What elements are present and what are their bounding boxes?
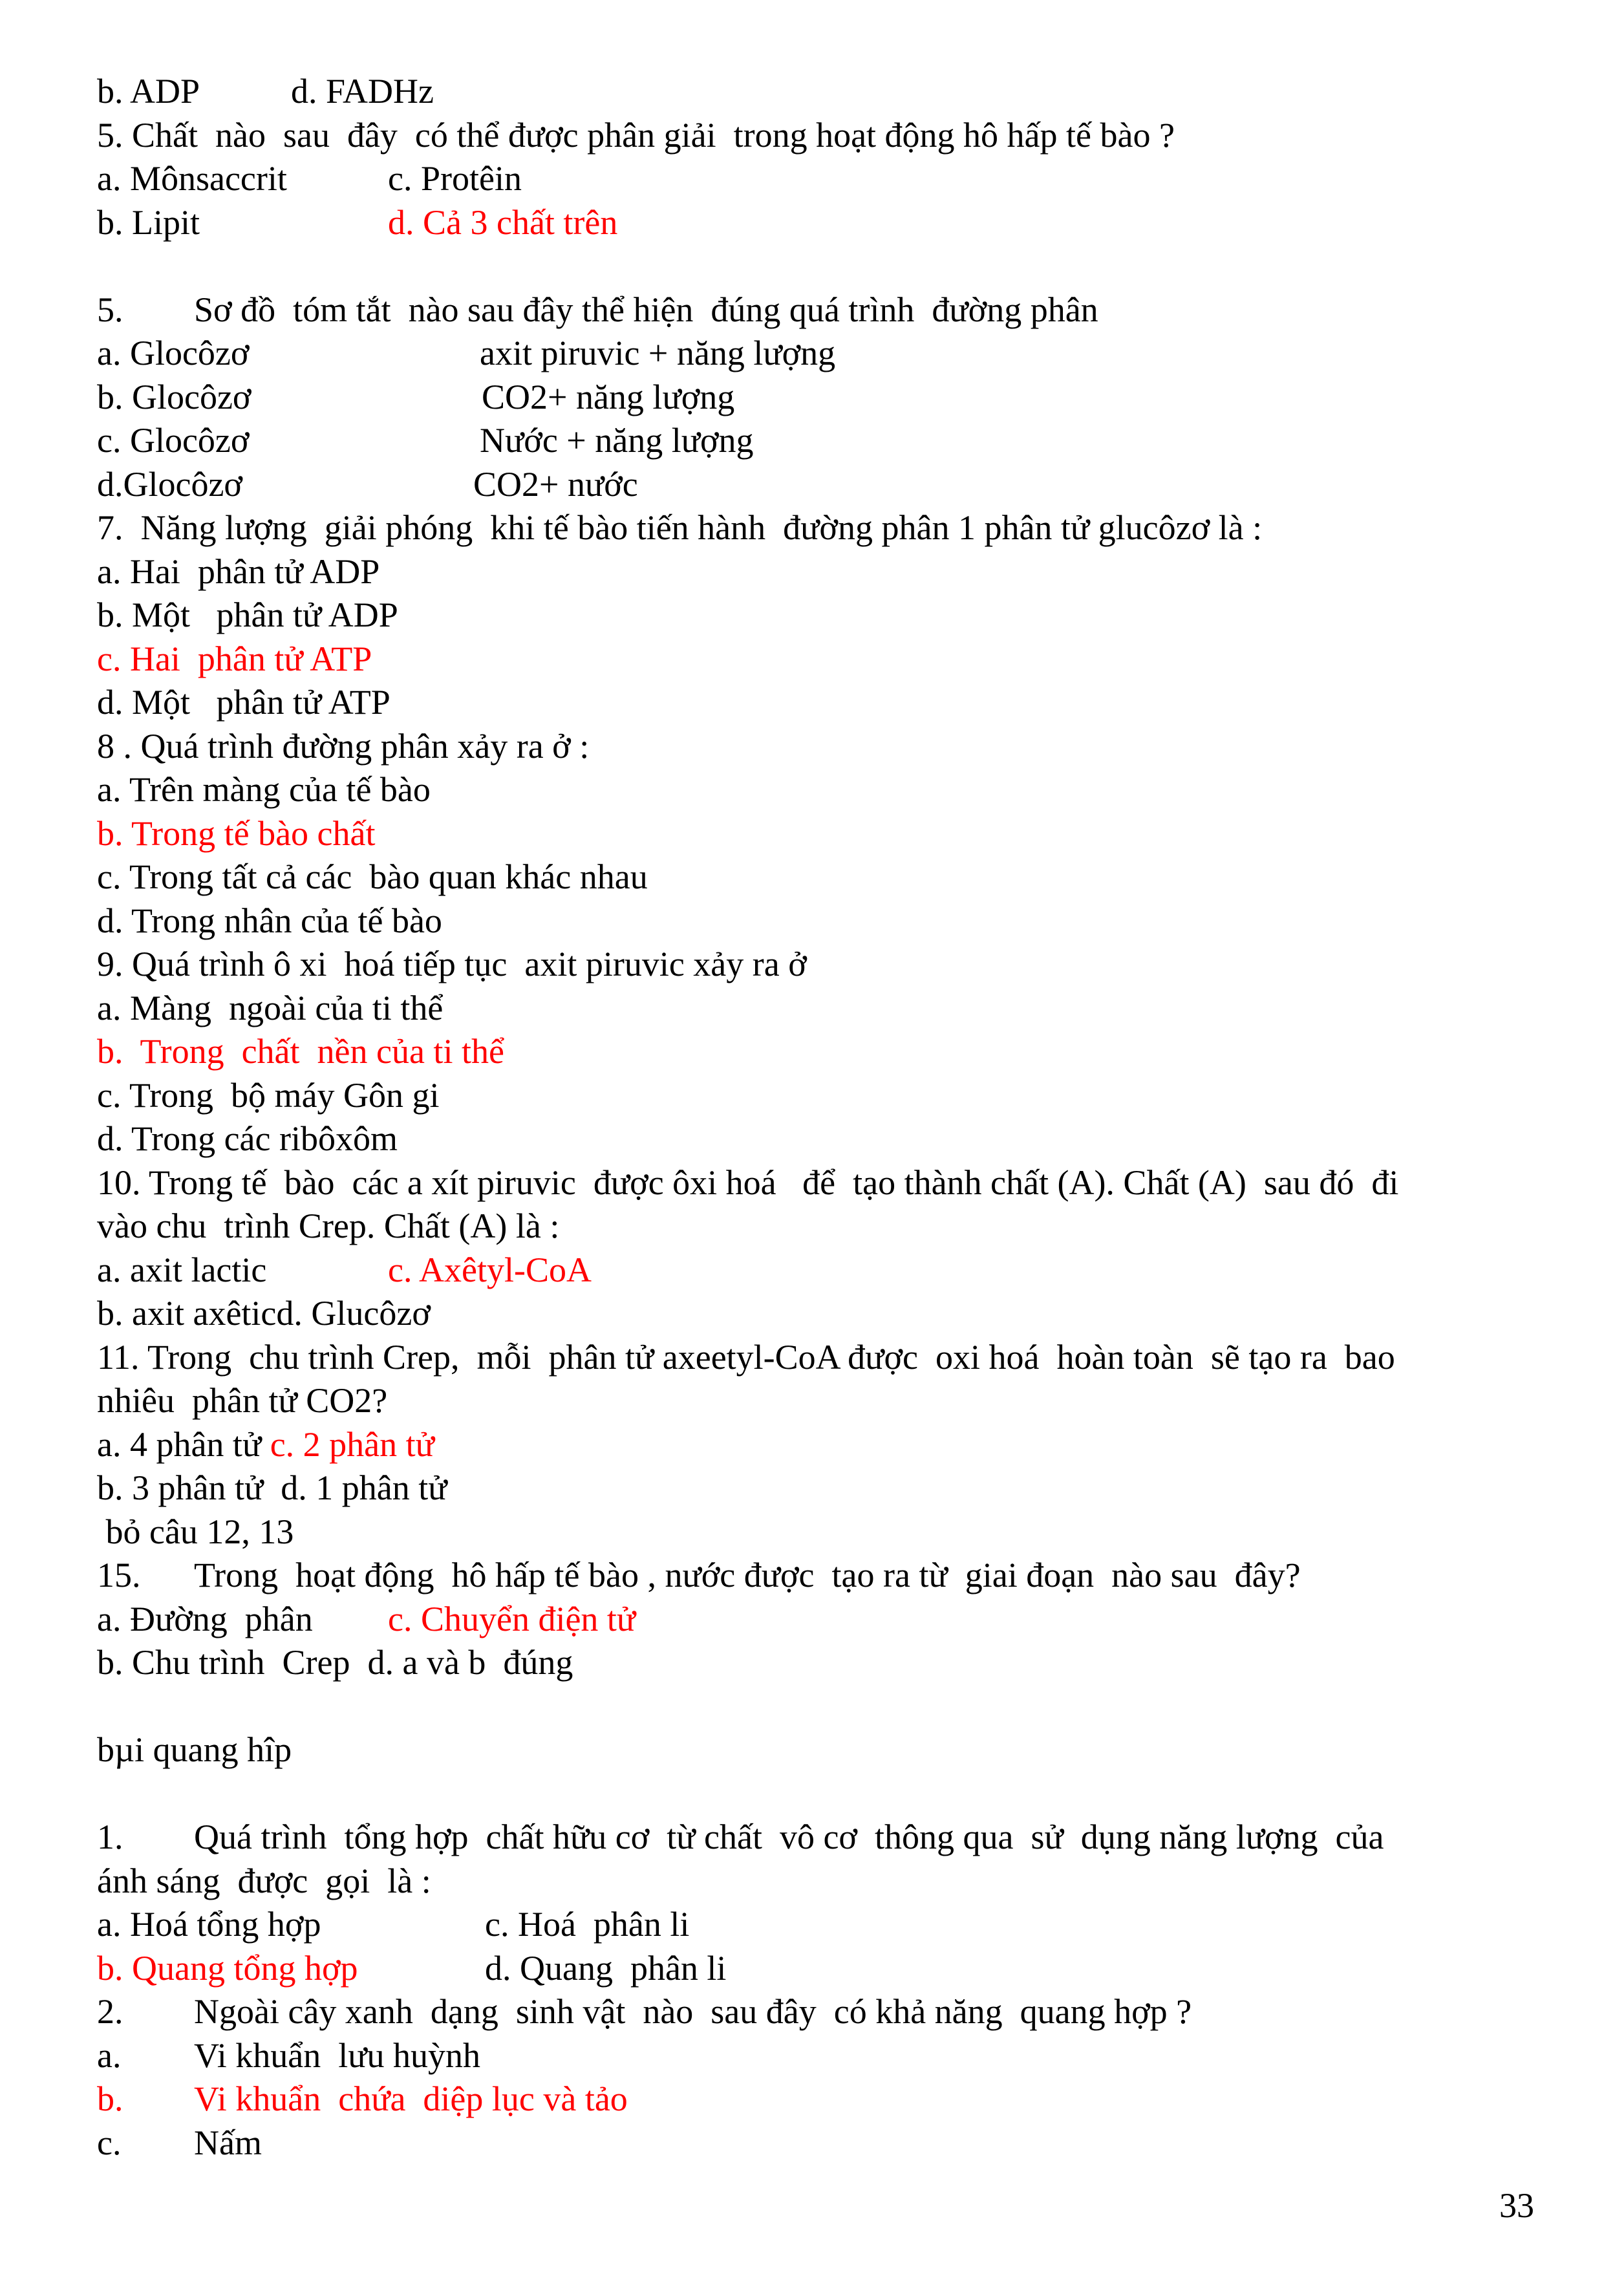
option-a-product: axit piruvic + năng lượng bbox=[480, 334, 836, 372]
option-c-answer: c. Axêtyl-CoA bbox=[388, 1250, 592, 1289]
question-number: 1. bbox=[97, 1818, 123, 1856]
option-d: d. Quang phân li bbox=[485, 1948, 727, 1988]
line-scheme-option-d bbox=[97, 463, 1539, 507]
question-5-respiration: 5. Chất nào sau đây có thể được phân giải trong hoạt động hô hấp tế bào ? bbox=[97, 115, 1175, 155]
option-b: b. Glocôzơ bbox=[97, 377, 251, 416]
line-q4-option-b-d bbox=[97, 70, 1539, 114]
q8-option-d: d. Trong nhân của tế bào bbox=[97, 901, 442, 940]
option-text: Vi khuẩn lưu huỳnh bbox=[194, 2035, 480, 2075]
line-q15-option-a-c bbox=[97, 1598, 1539, 1642]
line-scheme-option-b bbox=[97, 376, 1539, 420]
option-b: b. Lipit bbox=[97, 202, 200, 242]
question-11-line-2: nhiêu phân tử CO2? bbox=[97, 1381, 388, 1420]
line-q10-option-a-c bbox=[97, 1249, 1539, 1293]
option-c: c. Protêin bbox=[388, 159, 522, 198]
question-number: 2. bbox=[97, 1992, 123, 2031]
question-8: 8 . Quá trình đường phân xảy ra ở : bbox=[97, 726, 590, 766]
p2-option-b-answer bbox=[97, 2077, 1539, 2121]
question-5-glycolysis-scheme bbox=[97, 288, 1539, 332]
question-10-line-1: 10. Trong tế bào các a xít piruvic được ôxi hoá để tạo thành chất (A). Chất (A) sau đó đi bbox=[97, 1163, 1399, 1202]
line-q5-option-a-c bbox=[97, 157, 1539, 201]
question-text: Quá trình tổng hợp chất hữu cơ từ chất vô cơ thông qua sử dụng năng lượng của bbox=[194, 1818, 1384, 1856]
photosynthesis-question-1-line-1 bbox=[97, 1816, 1539, 1860]
p2-option-c bbox=[97, 2121, 1539, 2165]
question-15 bbox=[97, 1554, 1539, 1598]
option-d: d. FADHz bbox=[291, 72, 434, 111]
option-b-answer: b. Quang tổng hợp bbox=[97, 1948, 358, 1988]
blank-line bbox=[97, 244, 1539, 288]
option-c-answer: c. 2 phân tử bbox=[270, 1424, 434, 1464]
document-page bbox=[97, 70, 1539, 2165]
question-7: 7. Năng lượng giải phóng khi tế bào tiến hành đường phân 1 phân tử glucôzơ là : bbox=[97, 508, 1263, 547]
q9-option-b-answer: b. Trong chất nền của ti thể bbox=[97, 1032, 504, 1071]
option-letter: c. bbox=[97, 2123, 122, 2162]
option-a: a. Mônsaccrit bbox=[97, 159, 287, 198]
question-text: Trong hoạt động hô hấp tế bào , nước được tạo ra từ giai đoạn nào sau đây? bbox=[194, 1556, 1301, 1594]
option-d-answer: d. Cả 3 chất trên bbox=[388, 202, 618, 242]
option-c-answer: c. Chuyển điện tử bbox=[388, 1599, 636, 1638]
question-number: 15. bbox=[97, 1556, 141, 1594]
line-scheme-option-a bbox=[97, 332, 1539, 376]
blank-line bbox=[97, 1772, 1539, 1816]
q9-option-c: c. Trong bộ máy Gôn gi bbox=[97, 1075, 440, 1115]
question-10-line-2: vào chu trình Crep. Chất (A) là : bbox=[97, 1207, 560, 1245]
question-text: Sơ đồ tóm tắt nào sau đây thể hiện đúng quá trình đường phân bbox=[194, 290, 1098, 329]
section-heading: bµi quang hîp bbox=[97, 1730, 292, 1769]
option-a: a. 4 phân tử bbox=[97, 1424, 270, 1464]
option-c: c. Hoá phân li bbox=[485, 1905, 690, 1944]
photosynthesis-question-1-line-2: ánh sáng được gọi là : bbox=[97, 1861, 431, 1900]
option-letter: b. bbox=[97, 2079, 123, 2118]
option-text: Nấm bbox=[194, 2123, 262, 2162]
option-d-product: CO2+ nước bbox=[473, 464, 638, 504]
q9-option-d: d. Trong các ribôxôm bbox=[97, 1119, 398, 1158]
note-skip-12-13: bỏ câu 12, 13 bbox=[97, 1512, 294, 1551]
option-b-product: CO2+ năng lượng bbox=[482, 377, 735, 416]
option-c: c. Glocôzơ bbox=[97, 421, 250, 460]
page-number: 33 bbox=[1499, 2186, 1534, 2225]
line-p1-option-b-d bbox=[97, 1947, 1539, 1991]
option-b: b. ADP bbox=[97, 72, 200, 111]
option-letter: a. bbox=[97, 2035, 122, 2075]
option-a: a. Đường phân bbox=[97, 1599, 313, 1638]
question-number: 5. bbox=[97, 290, 123, 329]
line-q15-option-b-d: b. Chu trình Crep d. a và b đúng bbox=[97, 1643, 573, 1682]
question-text: Ngoài cây xanh dạng sinh vật nào sau đây có khả năng quang hợp ? bbox=[194, 1992, 1192, 2031]
line-q5-option-b-d bbox=[97, 201, 1539, 245]
p2-option-a bbox=[97, 2034, 1539, 2078]
q7-option-b: b. Một phân tử ADP bbox=[97, 595, 398, 634]
line-p1-option-a-c bbox=[97, 1903, 1539, 1947]
q7-option-a: a. Hai phân tử ADP bbox=[97, 552, 380, 591]
line-q11-option-b-d: b. 3 phân tử d. 1 phân tử bbox=[97, 1468, 447, 1507]
line-scheme-option-c bbox=[97, 419, 1539, 463]
option-text: Vi khuẩn chứa diệp lục và tảo bbox=[194, 2079, 628, 2118]
line-q11-option-a-c bbox=[97, 1423, 1539, 1467]
option-c-product: Nước + năng lượng bbox=[480, 421, 754, 460]
q7-option-c-answer: c. Hai phân tử ATP bbox=[97, 639, 372, 678]
q8-option-c: c. Trong tất cả các bào quan khác nhau bbox=[97, 857, 648, 896]
q8-option-a: a. Trên màng của tế bào bbox=[97, 770, 431, 809]
blank-line bbox=[97, 1685, 1539, 1729]
option-d: d.Glocôzơ bbox=[97, 464, 242, 504]
q7-option-d: d. Một phân tử ATP bbox=[97, 683, 390, 722]
q9-option-a: a. Màng ngoài của ti thể bbox=[97, 988, 444, 1027]
question-9: 9. Quá trình ô xi hoá tiếp tục axit piruvic xảy ra ở bbox=[97, 945, 807, 983]
option-a: a. Hoá tổng hợp bbox=[97, 1905, 321, 1944]
option-a: a. axit lactic bbox=[97, 1250, 267, 1289]
photosynthesis-question-2 bbox=[97, 1990, 1539, 2034]
option-a: a. Glocôzơ bbox=[97, 334, 250, 372]
line-q10-option-b-d: b. axit axêticd. Glucôzơ bbox=[97, 1294, 431, 1333]
q8-option-b-answer: b. Trong tế bào chất bbox=[97, 813, 376, 853]
question-11-line-1: 11. Trong chu trình Crep, mỗi phân tử axeetyl-CoA được oxi hoá hoàn toàn sẽ tạo ra bao bbox=[97, 1337, 1395, 1377]
